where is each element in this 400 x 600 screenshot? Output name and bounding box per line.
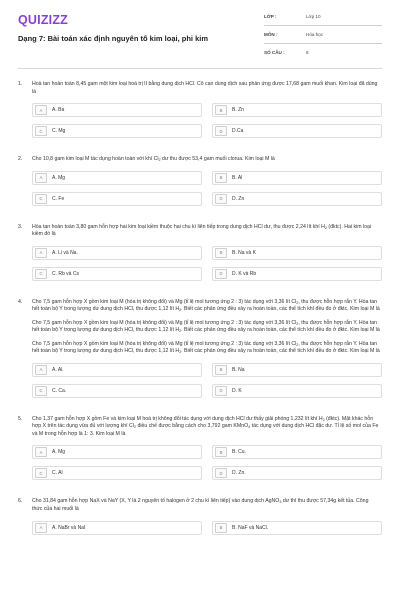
meta-value: Hóa học <box>306 32 324 37</box>
answer-option-d[interactable] <box>212 267 382 281</box>
worksheet-title: Dạng 7: Bài toán xác định nguyên tố kim loại, phi kim <box>18 34 209 43</box>
option-text: D. Zn. <box>232 470 246 477</box>
answer-options <box>32 521 382 535</box>
text-segment: , thu được hỗn hợp rắn Y. Hòa tan hết toàn bộ Y trong lượng dư dung dịch HCl, thu được 1,12 lít H <box>32 298 378 313</box>
question-number: 3. <box>18 223 23 230</box>
text-segment: . Biết các phản ứng đều xảy ra hoàn toàn, các thể tích khí đều đo ở đktc. Kim loại M là <box>181 348 380 355</box>
question-3 <box>18 224 382 281</box>
option-letter-badge: A <box>35 173 47 183</box>
text-segment: Cho 31,84 gam hỗn hợp NaX và NaY (X, Y là 2 nguyên tố halogen ở 2 chu kì liên tiếp) vào dung dịch AgNO <box>32 498 280 505</box>
text-segment: Cho 10,8 gam kim loại M tác dụng hoàn toàn với khí Cl <box>32 156 159 163</box>
question-4 <box>18 299 382 398</box>
text-segment: dư thu được 53,4 gam muối clorua. Kim loại M là <box>160 156 275 163</box>
option-text: A. Mg <box>52 449 66 456</box>
answer-option-b[interactable] <box>212 246 382 260</box>
answer-options <box>32 103 382 138</box>
option-letter-badge: A <box>35 248 47 258</box>
answer-option-d[interactable] <box>212 124 382 138</box>
option-text: B. NaF và NaCl. <box>232 524 269 531</box>
question-number: 1. <box>18 81 23 87</box>
question-list <box>18 69 382 535</box>
option-letter-badge: B <box>215 105 227 115</box>
answer-option-c[interactable] <box>32 124 202 138</box>
option-letter-badge: D <box>215 269 227 279</box>
option-letter-badge: A <box>35 447 47 457</box>
question-text <box>32 224 382 239</box>
option-text: C. Mg <box>52 128 66 135</box>
meta-row-subject <box>264 26 382 44</box>
text-segment: . Biết các phản ứng đều xảy ra hoàn toàn, các thể tích khí đều đo ở đktc. Kim loại M là <box>181 306 380 313</box>
option-text: B. Na và K <box>232 249 256 256</box>
question-1 <box>18 81 382 138</box>
answer-option-c[interactable] <box>32 384 202 398</box>
text-segment: , thu được hỗn hợp rắn Y. Hòa tan hết toàn bộ Y trong lượng dư dung dịch HCl, thu được 1,12 lít H <box>32 340 378 355</box>
meta-value: Lớp 10 <box>306 14 321 19</box>
answer-options <box>32 445 382 480</box>
answer-option-c[interactable] <box>32 192 202 206</box>
quizizz-logo: QUIZIZZ <box>18 13 69 27</box>
worksheet-meta <box>264 8 382 61</box>
option-text: D. K và Rb <box>232 270 257 277</box>
answer-option-a[interactable] <box>32 246 202 260</box>
question-number: 4. <box>18 298 23 305</box>
meta-row-question-count <box>264 44 382 61</box>
option-letter-badge: C <box>35 386 47 396</box>
question-2 <box>18 156 382 206</box>
answer-option-a[interactable] <box>32 171 202 185</box>
option-letter-badge: C <box>35 126 47 136</box>
option-text: A. NaBr và NaI <box>52 524 86 531</box>
option-text: B. Zn <box>232 107 244 114</box>
option-letter-badge: D <box>215 468 227 478</box>
question-text <box>32 341 382 356</box>
question-text <box>32 156 382 164</box>
question-6 <box>18 498 382 534</box>
text-segment: Cho 7,5 gam hỗn hợp X gồm kim loại M (hóa trị không đổi) và Mg (tỉ lệ mol tương ứng 2 : 3) tác dụng với 3,36 lít Cl <box>32 340 297 347</box>
option-text: C. Rb và Cs <box>52 270 79 277</box>
meta-label: MÔN : <box>264 32 278 37</box>
question-text <box>32 299 382 314</box>
answer-option-d[interactable] <box>212 192 382 206</box>
question-spacer <box>18 398 382 416</box>
option-text: A. Li và Na. <box>52 249 78 256</box>
option-letter-badge: A <box>35 365 47 375</box>
text-segment: Hoà tan hoàn toàn 8,45 gam một kim loại hoá trị II bằng dung dịch HCl. Cô cạn dung dịch sau phản ứng được 17,68 gam muối khan. Kim loại đã dùng là <box>32 81 378 95</box>
answer-option-a[interactable] <box>32 363 202 377</box>
text-segment: , thu được hỗn hợp rắn Y. Hòa tan hết toàn bộ Y trong lượng dư dung dịch HCl, thu được 1,12 lít H <box>32 319 378 334</box>
answer-option-c[interactable] <box>32 466 202 480</box>
answer-option-b[interactable] <box>212 521 382 535</box>
option-text: A. Ba <box>52 107 65 114</box>
option-text: B. Al <box>232 174 243 181</box>
subscript: 4 <box>248 425 251 430</box>
subscript: 2 <box>322 417 325 422</box>
option-text: B. Cu. <box>232 449 246 456</box>
option-text: D. Zn <box>232 195 245 202</box>
question-text <box>32 416 382 439</box>
option-letter-badge: C <box>35 194 47 204</box>
subscript: 2 <box>296 300 299 305</box>
option-text: B. Na <box>232 366 245 373</box>
answer-option-d[interactable] <box>212 384 382 398</box>
option-letter-badge: A <box>35 523 47 533</box>
text-segment: (đktc). Mặt khác hỗn hợp X trên tác dụng vừa đủ với lượng khí Cl <box>32 415 374 430</box>
text-segment: điều chế được bằng cách cho 3,792 gam KMnO <box>136 423 249 430</box>
question-spacer <box>18 138 382 156</box>
text-segment: Hòa tan hoàn toàn 3,80 gam hỗn hợp hai kim loại kiềm thuộc hai chu kì liên tiếp trong dung dịch HCl dư, thu được 2,24 lít khí H <box>32 223 325 230</box>
answer-option-d[interactable] <box>212 466 382 480</box>
answer-option-b[interactable] <box>212 363 382 377</box>
text-segment: tác dụng với dung dịch HCl đặc dư. Tỉ lệ số mol của Fe và M trong hỗn hợp là 1: 3. Kim loại M là <box>32 423 379 437</box>
option-letter-badge: A <box>35 105 47 115</box>
subscript: 2 <box>296 342 299 347</box>
option-text: A. Mg <box>52 174 66 181</box>
option-letter-badge: C <box>35 468 47 478</box>
text-segment: Cho 1,37 gam hỗn hợp X gồm Fe và kim loại M hoá trị không đổi tác dụng với dung dịch HCl dư thấy giải phóng 1,232 lít khí H <box>32 415 323 422</box>
answer-option-a[interactable] <box>32 521 202 535</box>
subscript: 2 <box>158 158 161 163</box>
option-letter-badge: D <box>215 386 227 396</box>
meta-row-grade <box>264 8 382 26</box>
subscript: 3 <box>279 500 282 505</box>
question-5 <box>18 416 382 481</box>
option-letter-badge: B <box>215 248 227 258</box>
question-spacer <box>18 206 382 224</box>
question-text <box>32 81 382 96</box>
question-text <box>32 320 382 335</box>
option-letter-badge: B <box>215 447 227 457</box>
option-letter-badge: C <box>35 269 47 279</box>
answer-option-b[interactable] <box>212 103 382 117</box>
option-letter-badge: B <box>215 365 227 375</box>
text-segment: Cho 7,5 gam hỗn hợp X gồm kim loại M (hóa trị không đổi) và Mg (tỉ lệ mol tương ứng 2 : 3) tác dụng với 3,36 lít Cl <box>32 319 297 326</box>
answer-option-b[interactable] <box>212 171 382 185</box>
option-text: C. Fe <box>52 195 65 202</box>
meta-label: SỐ CÂU : <box>264 50 285 55</box>
subscript: 2 <box>179 329 182 334</box>
subscript: 2 <box>179 308 182 313</box>
answer-option-a[interactable] <box>32 103 202 117</box>
text-segment: Cho 7,5 gam hỗn hợp X gồm kim loại M (hóa trị không đổi) và Mg (tỉ lệ mol tương ứng 2 : 3) tác dụng với 3,36 lít Cl <box>32 298 297 305</box>
subscript: 2 <box>133 425 136 430</box>
answer-options <box>32 363 382 398</box>
option-letter-badge: D <box>215 194 227 204</box>
subscript: 2 <box>324 225 327 230</box>
option-text: D.Ca <box>232 128 244 135</box>
text-segment: (đktc). Hai kim loại kiềm đó là <box>32 223 372 238</box>
option-text: A. Al. <box>52 366 64 373</box>
answer-option-b[interactable] <box>212 445 382 459</box>
meta-label: LỚP : <box>264 14 277 19</box>
question-spacer <box>18 480 382 498</box>
answer-option-c[interactable] <box>32 267 202 281</box>
question-number: 5. <box>18 415 23 422</box>
option-text: D. K <box>232 387 242 394</box>
answer-options <box>32 171 382 206</box>
answer-option-a[interactable] <box>32 445 202 459</box>
option-letter-badge: B <box>215 173 227 183</box>
question-spacer <box>18 281 382 299</box>
option-text: C. Ca. <box>52 387 67 394</box>
option-text: C. Al <box>52 470 63 477</box>
question-text <box>32 498 382 513</box>
answer-options <box>32 246 382 281</box>
option-letter-badge: D <box>215 126 227 136</box>
text-segment: . Biết các phản ứng đều xảy ra hoàn toàn, các thể tích khí đều đo ở đktc. Kim loại M là <box>181 327 380 334</box>
subscript: 2 <box>296 321 299 326</box>
subscript: 2 <box>179 350 182 355</box>
text-segment: dư thì thu được 57,34g kết tủa. Công thức của hai muối là <box>32 498 369 512</box>
question-number: 6. <box>18 498 23 505</box>
worksheet-header <box>18 0 382 69</box>
question-number: 2. <box>18 156 23 163</box>
option-letter-badge: B <box>215 523 227 533</box>
meta-value: 6 <box>306 50 309 55</box>
